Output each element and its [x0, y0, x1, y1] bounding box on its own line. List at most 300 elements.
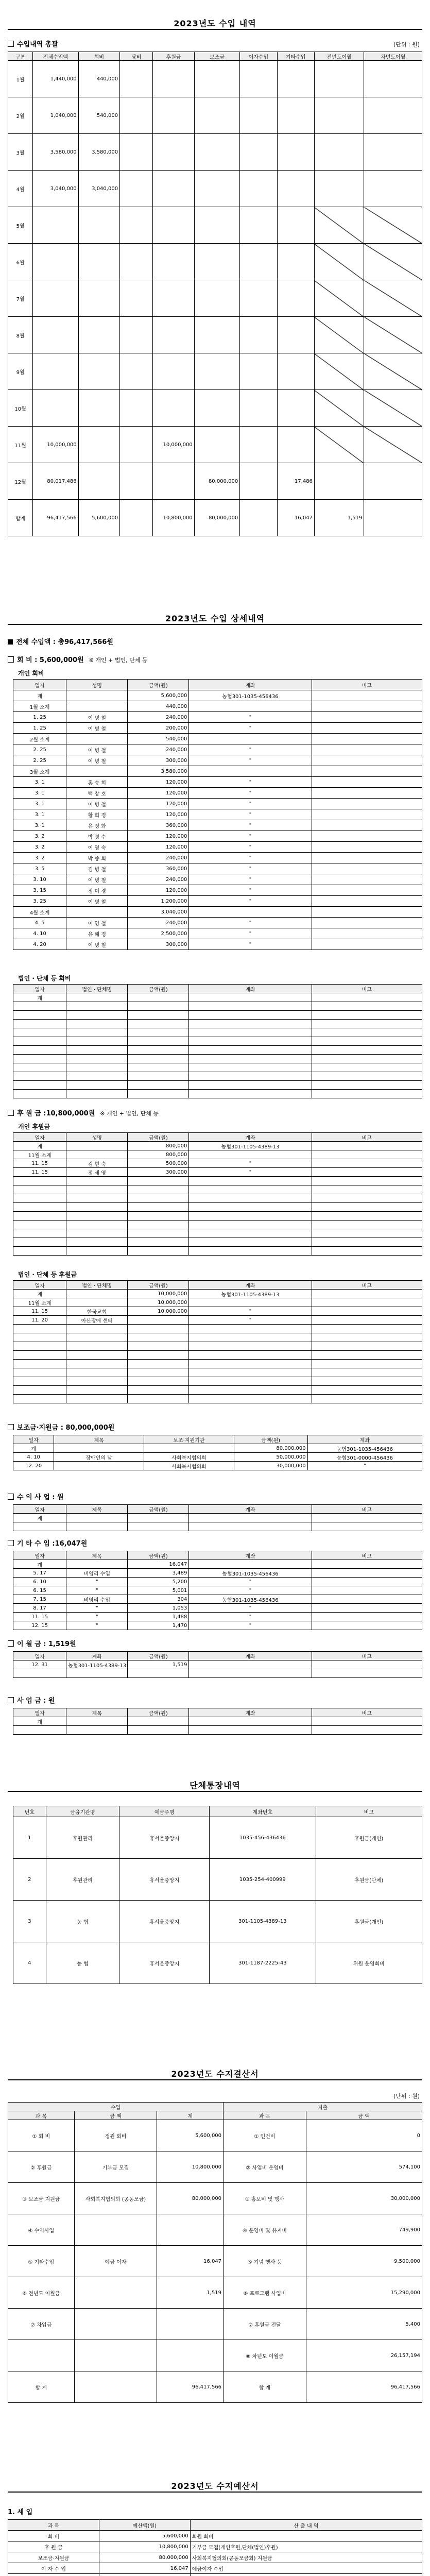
total-cell — [74, 2371, 157, 2403]
table-cell: 10,000,000 — [153, 427, 194, 463]
table-cell: " — [189, 1159, 312, 1168]
table-cell — [74, 2277, 157, 2309]
table-cell — [153, 463, 194, 500]
table-row — [8, 2552, 422, 2563]
empty-cell — [66, 1247, 128, 1256]
table-cell: " — [189, 1586, 312, 1595]
table-cell — [314, 353, 364, 390]
table-cell — [120, 280, 153, 317]
empty-cell — [312, 1229, 422, 1238]
revenue-table — [8, 2519, 422, 2576]
table-cell: 사회복지협의회 — [144, 1462, 234, 1470]
table-cell: 계 — [13, 1717, 66, 1726]
empty-cell — [312, 1333, 422, 1342]
table-cell — [74, 2340, 157, 2371]
table-cell — [364, 390, 422, 427]
table-cell: 농협301-1035-456436 — [189, 1569, 312, 1578]
table-cell — [312, 1290, 422, 1298]
table-cell: 301-1105-4389-13 — [210, 1901, 316, 1942]
table-cell: " — [307, 1462, 422, 1470]
empty-row — [13, 1063, 422, 1072]
table-cell: ⑧ 차년도 이월금 — [223, 2340, 306, 2371]
empty-cell — [128, 1726, 189, 1735]
empty-row — [13, 1395, 422, 1403]
table-cell: 5,600,000 — [99, 2531, 190, 2541]
table-cell — [157, 2309, 223, 2340]
empty-cell — [312, 1002, 422, 1011]
empty-cell — [128, 1238, 189, 1247]
column-header: 금액(원) — [128, 680, 189, 690]
table-cell: 농 협 — [46, 1942, 119, 1984]
table-cell — [312, 755, 422, 766]
table-cell — [189, 1660, 312, 1669]
empty-cell — [189, 1368, 312, 1377]
table-cell: 후원금(개인) — [316, 1817, 422, 1859]
empty-cell — [13, 1063, 66, 1072]
table-cell — [74, 2214, 157, 2246]
column-header: 비고 — [312, 1708, 422, 1717]
empty-cell — [128, 1177, 189, 1185]
table-cell: 비영리 수입 — [66, 1569, 128, 1578]
table-cell — [189, 701, 312, 712]
table-cell — [312, 928, 422, 939]
table-cell: 3,040,000 — [78, 171, 119, 207]
table-cell — [312, 842, 422, 853]
empty-row — [13, 1002, 422, 1011]
table-row — [13, 777, 422, 788]
empty-cell — [312, 1072, 422, 1081]
column-header: 계좌 — [66, 1652, 128, 1660]
table-cell: ⑥ 전년도 이월금 — [8, 2277, 75, 2309]
total-row — [8, 2371, 422, 2403]
empty-cell — [312, 1386, 422, 1395]
table-cell — [312, 1569, 422, 1578]
table-cell: " — [189, 896, 312, 907]
table-cell: 440,000 — [78, 61, 119, 97]
empty-cell — [189, 1055, 312, 1063]
table-cell — [312, 1717, 422, 1726]
empty-cell — [128, 1522, 189, 1531]
empty-cell — [128, 1037, 189, 1046]
column-header: 금액(원) — [128, 1133, 189, 1142]
empty-cell — [189, 1081, 312, 1090]
checkbox-icon — [8, 1110, 14, 1116]
table-row — [13, 712, 422, 723]
empty-cell — [189, 1090, 312, 1098]
dues-table — [13, 679, 422, 950]
table-cell: 정 미 경 — [66, 885, 128, 896]
column-header: 당비 — [120, 52, 153, 61]
table-row — [13, 766, 422, 777]
checkbox-icon — [8, 1540, 14, 1546]
table-cell — [314, 244, 364, 280]
empty-cell — [189, 1212, 312, 1221]
empty-row — [13, 1212, 422, 1221]
empty-cell — [66, 1238, 128, 1247]
column-header: 법인 · 단체명 — [66, 985, 128, 993]
table-cell — [312, 896, 422, 907]
empty-cell — [128, 1185, 189, 1194]
table-cell: 4. 5 — [13, 918, 66, 928]
table-cell: 1,488 — [128, 1613, 189, 1621]
table-row — [8, 171, 422, 207]
table-cell — [194, 353, 239, 390]
empty-cell — [128, 1342, 189, 1351]
empty-cell — [128, 1081, 189, 1090]
empty-row — [13, 1090, 422, 1098]
empty-cell — [312, 1177, 422, 1185]
table-cell: 휴서울중앙지 — [119, 1942, 210, 1984]
table-cell — [78, 353, 119, 390]
table-cell: 계 — [13, 1142, 66, 1150]
table-cell — [120, 97, 153, 134]
column-header: 계좌 — [189, 1505, 312, 1514]
table-row — [13, 1514, 422, 1522]
table-cell — [240, 97, 277, 134]
settlement-title: 2023년도 수지결산서 — [171, 2069, 259, 2079]
column-header: 계좌 — [307, 1435, 422, 1444]
checkbox-icon — [8, 1640, 14, 1647]
column-header: 일자 — [13, 1133, 66, 1142]
table-cell: ③ 홍보비 및 행사 — [223, 2183, 306, 2214]
table-cell — [277, 353, 314, 390]
title-bar-detail — [8, 611, 422, 625]
table-row — [13, 1462, 422, 1470]
empty-cell — [128, 1063, 189, 1072]
column-header: 전년도이월 — [314, 52, 364, 61]
column-header: 금액(원) — [128, 1708, 189, 1717]
total-cell: 1,519 — [314, 500, 364, 536]
table-cell: 홍 승 희 — [66, 777, 128, 788]
table-cell: 이 병 철 — [66, 723, 128, 734]
empty-cell — [189, 1020, 312, 1028]
table-row — [13, 993, 422, 1002]
table-cell: 3,580,000 — [128, 766, 189, 777]
table-cell — [153, 171, 194, 207]
revenue-heading: 1. 세 입 — [8, 2509, 33, 2516]
table-cell: 이 자 수 입 — [8, 2563, 99, 2574]
dues-subheading: 개인 회비 — [18, 670, 44, 677]
table-cell: 예금 이자 — [74, 2246, 157, 2277]
table-cell — [78, 244, 119, 280]
empty-cell — [13, 1020, 66, 1028]
table-row — [8, 2246, 422, 2277]
column-header: 일자 — [13, 1435, 54, 1444]
table-header-row — [13, 1708, 422, 1717]
table-cell — [120, 207, 153, 244]
table-cell: 3월 소계 — [13, 766, 66, 777]
empty-cell — [312, 1221, 422, 1229]
table-cell: 12. 15 — [13, 1621, 66, 1630]
empty-cell — [189, 1221, 312, 1229]
table-cell — [312, 1621, 422, 1630]
table-cell: " — [189, 712, 312, 723]
table-row — [8, 2277, 422, 2309]
table-cell: 농협301-1035-456436 — [189, 690, 312, 701]
table-cell: 계 — [13, 993, 66, 1002]
table-cell — [314, 97, 364, 134]
empty-cell — [312, 1194, 422, 1203]
sponsor-heading: 후 원 금 :10,800,000원 ※ 개인 + 법인, 단체 등 — [8, 1108, 159, 1117]
table-cell — [314, 134, 364, 171]
table-cell: 3. 2 — [13, 842, 66, 853]
table-cell — [277, 134, 314, 171]
summary-table — [8, 52, 422, 536]
empty-cell — [312, 1203, 422, 1212]
empty-cell — [128, 1055, 189, 1063]
table-cell: 3. 25 — [13, 896, 66, 907]
table-cell: 황 희 경 — [66, 809, 128, 820]
empty-cell — [312, 1395, 422, 1403]
table-cell: 5,600,000 — [157, 2120, 223, 2151]
empty-cell — [189, 1028, 312, 1037]
empty-cell — [66, 1726, 128, 1735]
table-cell: 3. 1 — [13, 777, 66, 788]
table-header-row — [8, 2111, 422, 2120]
column-header: 예산액(원) — [99, 2520, 190, 2531]
table-cell — [312, 1604, 422, 1613]
empty-cell — [66, 1395, 128, 1403]
empty-cell — [66, 1522, 128, 1531]
table-cell: 농협301-1105-4389-13 — [189, 1290, 312, 1298]
table-cell: " — [189, 777, 312, 788]
empty-cell — [312, 1342, 422, 1351]
column-header: 금 액 — [306, 2111, 422, 2120]
column-header: 보조·지원기관 — [144, 1435, 234, 1444]
empty-cell — [66, 1360, 128, 1368]
table-cell: 540,000 — [128, 734, 189, 744]
table-cell — [312, 723, 422, 734]
table-cell — [277, 61, 314, 97]
column-header: 금 액 — [74, 2111, 157, 2120]
empty-cell — [189, 1229, 312, 1238]
table-cell — [240, 353, 277, 390]
table-cell — [277, 317, 314, 353]
column-header: 과 목 — [8, 2111, 75, 2120]
table-cell: 3,580,000 — [78, 134, 119, 171]
column-header: 비고 — [316, 1806, 422, 1817]
table-row — [13, 1307, 422, 1316]
table-cell — [33, 390, 78, 427]
empty-cell — [13, 1203, 66, 1212]
table-cell: 5,200 — [128, 1578, 189, 1586]
empty-cell — [66, 1185, 128, 1194]
column-header: 금액(원) — [234, 1435, 307, 1444]
table-cell: 6. 15 — [13, 1586, 66, 1595]
table-cell: " — [189, 831, 312, 842]
table-cell: 4. 20 — [13, 939, 66, 950]
table-cell — [312, 907, 422, 918]
table-cell: " — [189, 1604, 312, 1613]
table-cell: 1,053 — [128, 1604, 189, 1613]
table-cell — [312, 1316, 422, 1325]
table-cell: 11. 15 — [13, 1613, 66, 1621]
table-cell: 4. 10 — [13, 1453, 54, 1462]
table-cell: 사회복지협의회 (공동모금) — [74, 2183, 157, 2214]
table-row — [13, 799, 422, 809]
table-cell: 5,600,000 — [128, 690, 189, 701]
table-cell: 3. 10 — [13, 874, 66, 885]
column-header: 제목 — [66, 1708, 128, 1717]
table-row — [13, 744, 422, 755]
table-cell: 10월 — [8, 390, 33, 427]
empty-cell — [189, 1351, 312, 1360]
table-cell: 30,000,000 — [306, 2183, 422, 2214]
table-cell — [312, 1159, 422, 1168]
table-cell: 10,000,000 — [33, 427, 78, 463]
table-cell: 계 — [13, 690, 66, 701]
table-cell: 장애인의 날 — [54, 1453, 144, 1462]
empty-cell — [13, 1395, 66, 1403]
table-cell — [66, 1290, 128, 1298]
table-cell: 8월 — [8, 317, 33, 353]
table-row — [13, 831, 422, 842]
empty-row — [13, 1238, 422, 1247]
table-cell: 1. 25 — [13, 712, 66, 723]
table-header-row — [13, 1281, 422, 1290]
table-row — [13, 723, 422, 734]
empty-cell — [13, 1229, 66, 1238]
table-row — [8, 353, 422, 390]
table-cell: " — [189, 788, 312, 799]
table-cell — [312, 766, 422, 777]
table-row — [13, 1578, 422, 1586]
table-cell: 540,000 — [78, 97, 119, 134]
table-cell — [240, 463, 277, 500]
empty-cell — [189, 1386, 312, 1395]
table-cell: 이 병 철 — [66, 712, 128, 723]
table-cell: 백 창 호 — [66, 788, 128, 799]
unit-label: (단위 : 원) — [393, 2093, 420, 2099]
empty-cell — [189, 1377, 312, 1386]
table-cell: " — [66, 1586, 128, 1595]
empty-cell — [13, 1360, 66, 1368]
table-cell — [99, 2574, 190, 2576]
table-row — [13, 1660, 422, 1669]
table-cell: 304 — [128, 1595, 189, 1604]
column-header: 계좌 — [189, 1652, 312, 1660]
table-cell: 계 — [13, 1560, 66, 1569]
table-cell: " — [189, 885, 312, 896]
table-cell: 50,000,000 — [234, 1453, 307, 1462]
empty-cell — [66, 1072, 128, 1081]
empty-cell — [128, 1212, 189, 1221]
table-row — [13, 820, 422, 831]
table-cell: 7월 — [8, 280, 33, 317]
title-bar-budget — [8, 2478, 422, 2493]
empty-cell — [66, 1377, 128, 1386]
table-cell: 기부금 모집(개인후원,단체(법인)후원) — [190, 2541, 422, 2552]
empty-cell — [128, 1046, 189, 1055]
table-cell: ⑥ 프로그램 사업비 — [223, 2277, 306, 2309]
etc-heading: 기 타 수 입 :16,047원 — [8, 1538, 87, 1548]
table-cell — [66, 993, 128, 1002]
empty-cell — [13, 1726, 66, 1735]
table-cell: ① 회 비 — [8, 2120, 75, 2151]
table-row — [8, 317, 422, 353]
empty-row — [13, 1351, 422, 1360]
total-cell: 80,000,000 — [194, 500, 239, 536]
total-cell: 96,417,566 — [306, 2371, 422, 2403]
table-cell: 6. 10 — [13, 1578, 66, 1586]
table-cell — [312, 1660, 422, 1669]
empty-cell — [66, 1090, 128, 1098]
table-cell: 3,040,000 — [33, 171, 78, 207]
table-row — [13, 701, 422, 712]
empty-cell — [189, 1002, 312, 1011]
empty-cell — [13, 1072, 66, 1081]
bank-title: 단체통장내역 — [190, 1781, 240, 1790]
table-cell — [66, 690, 128, 701]
table-cell: " — [189, 1578, 312, 1586]
table-cell — [128, 1316, 189, 1325]
table-cell — [66, 766, 128, 777]
table-row — [13, 1168, 422, 1177]
table-row — [13, 1817, 422, 1859]
table-cell: 10,000,000 — [128, 1307, 189, 1316]
empty-row — [13, 1177, 422, 1185]
table-cell: 한국교회 — [66, 1307, 128, 1316]
table-cell — [78, 317, 119, 353]
empty-row — [13, 1081, 422, 1090]
table-cell — [194, 61, 239, 97]
empty-row — [13, 1377, 422, 1386]
table-cell — [312, 712, 422, 723]
total-cell: 10,800,000 — [153, 500, 194, 536]
table-row — [8, 134, 422, 171]
table-header-row — [13, 1652, 422, 1660]
table-cell — [314, 280, 364, 317]
table-cell: 이 영 철 — [66, 918, 128, 928]
table-cell — [33, 207, 78, 244]
table-cell: 240,000 — [128, 853, 189, 863]
table-cell: 1. 25 — [13, 723, 66, 734]
empty-cell — [128, 1247, 189, 1256]
table-cell: ④ 수익사업 — [8, 2214, 75, 2246]
table-cell: 회 비 — [8, 2531, 99, 2541]
table-cell — [364, 207, 422, 244]
empty-cell — [66, 1368, 128, 1377]
table-row — [13, 1298, 422, 1307]
table-cell: 11월 — [8, 427, 33, 463]
table-cell — [312, 918, 422, 928]
empty-cell — [128, 1351, 189, 1360]
table-cell — [364, 280, 422, 317]
table-cell: 휴서울중앙지 — [119, 1817, 210, 1859]
table-cell: 3. 1 — [13, 788, 66, 799]
table-cell: 후원관리 — [46, 1817, 119, 1859]
empty-cell — [128, 1072, 189, 1081]
table-cell: 3. 2 — [13, 831, 66, 842]
table-row — [13, 874, 422, 885]
table-cell — [312, 1595, 422, 1604]
empty-row — [13, 1386, 422, 1395]
table-cell — [240, 427, 277, 463]
empty-cell — [312, 1325, 422, 1333]
total-cell — [240, 500, 277, 536]
table-cell: 80,000,000 — [194, 463, 239, 500]
table-header-row — [13, 985, 422, 993]
table-cell: 12월 — [8, 463, 33, 500]
empty-cell — [13, 1377, 66, 1386]
table-cell — [153, 244, 194, 280]
table-cell: 240,000 — [128, 744, 189, 755]
empty-cell — [312, 1377, 422, 1386]
table-cell — [277, 280, 314, 317]
table-cell: 1,040,000 — [33, 97, 78, 134]
table-cell: 10,000,000 — [128, 1298, 189, 1307]
table-cell: 농협301-1105-4389-13 — [66, 1660, 128, 1669]
